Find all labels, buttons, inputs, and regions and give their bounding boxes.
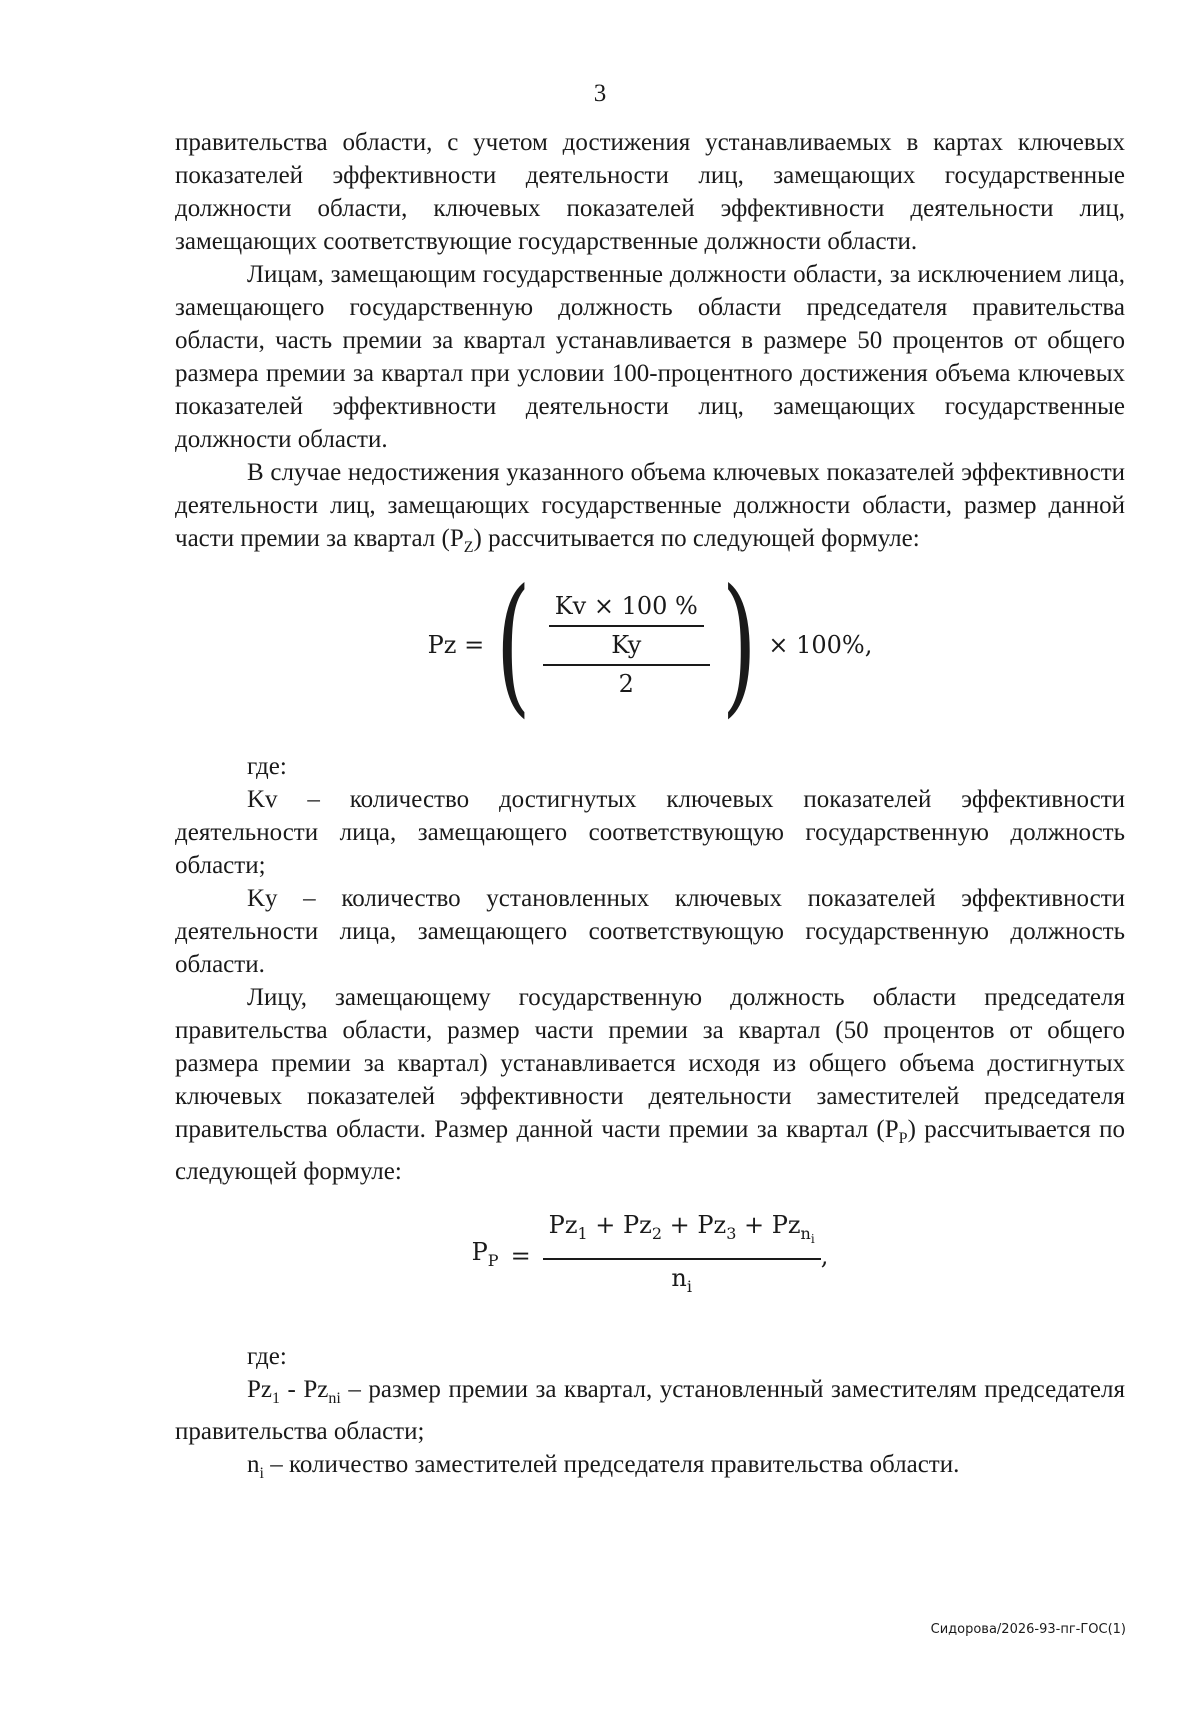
definition-kv: Kv – количество достигнутых ключевых показателей эффективности деятельности лица, замещающего соответствующую государственную должность области;: [175, 786, 1125, 879]
formula-pp-equals: =: [510, 1241, 531, 1270]
document-footer-code: Сидорова/2026-93-пг-ГОС(1): [930, 1622, 1126, 1637]
definition-pz: $Pz_1 - Pz_{ni}$ – размер премии за квартал, установленный заместителям председателя правительства области;: [175, 1376, 1125, 1445]
formula-pp-fraction: [543, 1209, 821, 1303]
formula-pz: [175, 558, 1125, 732]
formula-outer-denominator: 2: [618, 669, 634, 698]
page-number: 3: [593, 80, 607, 107]
formula-outer-numerator: [543, 590, 710, 666]
formula-pp-lhs: $P_P$: [471, 1237, 499, 1270]
document-body: [175, 126, 1125, 1490]
paragraph-continuation: правительства области, с учетом достижения устанавливаемых в картах ключевых показателей эффективности деятельности лиц, замещающих государственные должности области, ключевых показателей эффективности деятельности лиц, замещающих соответствующие государственные должности области.: [175, 129, 1125, 255]
formula-pp-denominator: $n_i$: [671, 1264, 692, 1296]
where-label-1: где:: [247, 753, 287, 780]
formula-outer-fraction: [543, 590, 710, 701]
formula-pz-lhs: Pz =: [427, 630, 485, 659]
paragraph-bonus-share: Лицам, замещающим государственные должности области, за исключением лица, замещающего государственную должность области председателя правительства области, часть премии за квартал устанавливается в размере 50 процентов от общего размера премии за квартал при условии 100-процентного достижения объема ключевых показателей эффективности деятельности лиц, замещающих государственные должности области.: [175, 261, 1125, 453]
definition-ky: Ky – количество установленных ключевых показателей эффективности деятельности лица, замещающего соответствующую государственную должность области.: [175, 885, 1125, 978]
formula-inner-fraction: [549, 590, 704, 662]
formula-pp-numerator: $Pz_1 + Pz_2 + Pz_3 + Pz_{n_i}$: [543, 1209, 821, 1260]
formula-left-paren: (: [495, 558, 532, 732]
formula-right-paren: ): [721, 558, 757, 732]
formula-pz-tail: × 100%,: [768, 630, 873, 659]
formula-pp-tail: ,: [820, 1241, 829, 1270]
where-label-2: где:: [247, 1343, 287, 1370]
paragraph-chairman-bonus: Лицу, замещающему государственную должность области председателя правительства области, размер части премии за квартал (50 процентов от общего размера премии за квартал) устанавливается исходя из общего объема достигнутых ключевых показателей эффективности деятельности заместителей председателя правительства области. Размер данной части премии за квартал $(P_P)$ рассчитывается по следующей формуле:: [175, 984, 1125, 1185]
formula-inner-denominator: Ky: [611, 630, 642, 659]
definition-ni: $n_i$ – количество заместителей председателя правительства области.: [247, 1451, 960, 1482]
paragraph-formula-intro: В случае недостижения указанного объема ключевых показателей эффективности деятельности лиц, замещающих государственные должности области, размер данной части премии за квартал $(P_Z)$ рассчитывается по следующей формуле:: [175, 459, 1125, 556]
formula-inner-numerator: Kv × 100 %: [549, 590, 704, 627]
formula-pp: [175, 1212, 1125, 1300]
